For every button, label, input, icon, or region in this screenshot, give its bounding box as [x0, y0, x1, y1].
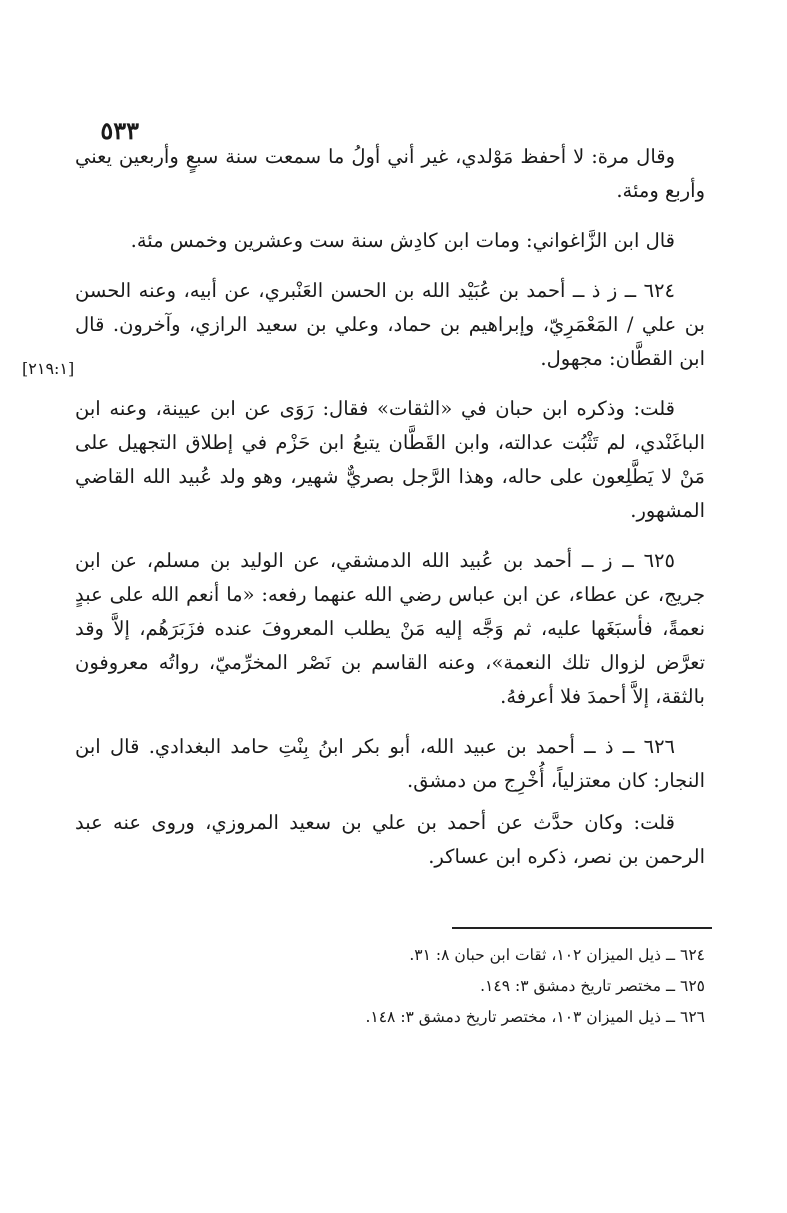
margin-reference: [٢١٩:١] [22, 359, 75, 378]
footnote: ٦٢٥ ــ مختصر تاريخ دمشق ٣: ١٤٩. [480, 977, 705, 995]
paragraph: قال ابن الزَّاغواني: ومات ابن كادِش سنة ست وعشرين وخمس مئة. [130, 229, 675, 252]
entry-624: ٦٢٤ ــ ز ذ ــ أحمد بن عُبَيْد الله بن الحسن العَنْبري، عن أبيه، وعنه الحسن بن علي / المَعْمَرِيّ، وإبراهيم بن حماد، وعلي بن سعيد الرازي، وآخرون. قال ابن القطَّان: مجهول. [75, 279, 705, 370]
paragraph: قلت: وكان حدَّث عن أحمد بن علي بن سعيد المروزي، وروى عنه عبد الرحمن بن نصر، ذكره ابن عساكر. [75, 811, 705, 868]
footnote: ٦٢٦ ــ ذيل الميزان ١٠٣، مختصر تاريخ دمشق ٣: ١٤٨. [365, 1008, 705, 1026]
paragraph: قلت: وذكره ابن حبان في «الثقات» فقال: رَوَى عن ابن عيينة، وعنه ابن الباغَنْدي، لم تَثْبُت عدالته، وابن القَطَّان يتبعُ ابن حَزْم في إطلاق التجهيل على مَنْ لا يَطَّلِعون على حاله، وهذا الرَّجل بصريٌّ شهير، وهو ولد عُبيد الله القاضي المشهور. [75, 397, 705, 522]
entry-625: ٦٢٥ ــ ز ــ أحمد بن عُبيد الله الدمشقي، عن الوليد بن مسلم، عن ابن جريج، عن عطاء، عن ابن عباس رضي الله عنهما رفعه: «ما أنعم الله على عبدٍ نعمةً، فأسبَغَها عليه، ثم وَجَّه إليه مَنْ يطلب المعروفَ عنده فزَبَرَهُم، إلاَّ وقد تعرَّض لزوال تلك النعمة»، وعنه القاسم بن نَصْر المخرِّميّ، رواتُه معروفون بالثقة، إلاَّ أحمدَ فلا أعرفهُ. [75, 549, 705, 708]
footnote: ٦٢٤ ــ ذيل الميزان ١٠٢، ثقات ابن حبان ٨: ٣١. [409, 946, 705, 964]
paragraph: وقال مرة: لا أحفظ مَوْلدي، غير أني أولُ ما سمعت سنة سبعٍ وأربعين يعني وأربع ومئة. [75, 145, 705, 202]
footnote-divider [452, 927, 712, 929]
entry-626: ٦٢٦ ــ ذ ــ أحمد بن عبيد الله، أبو بكر ابنُ بِنْتِ حامد البغدادي. قال ابن النجار: كان معتزلياً، أُخْرِج من دمشق. [75, 735, 705, 792]
main-text [75, 140, 705, 882]
footnotes [75, 940, 705, 1033]
page-number: ٥٣٣ [100, 116, 139, 145]
